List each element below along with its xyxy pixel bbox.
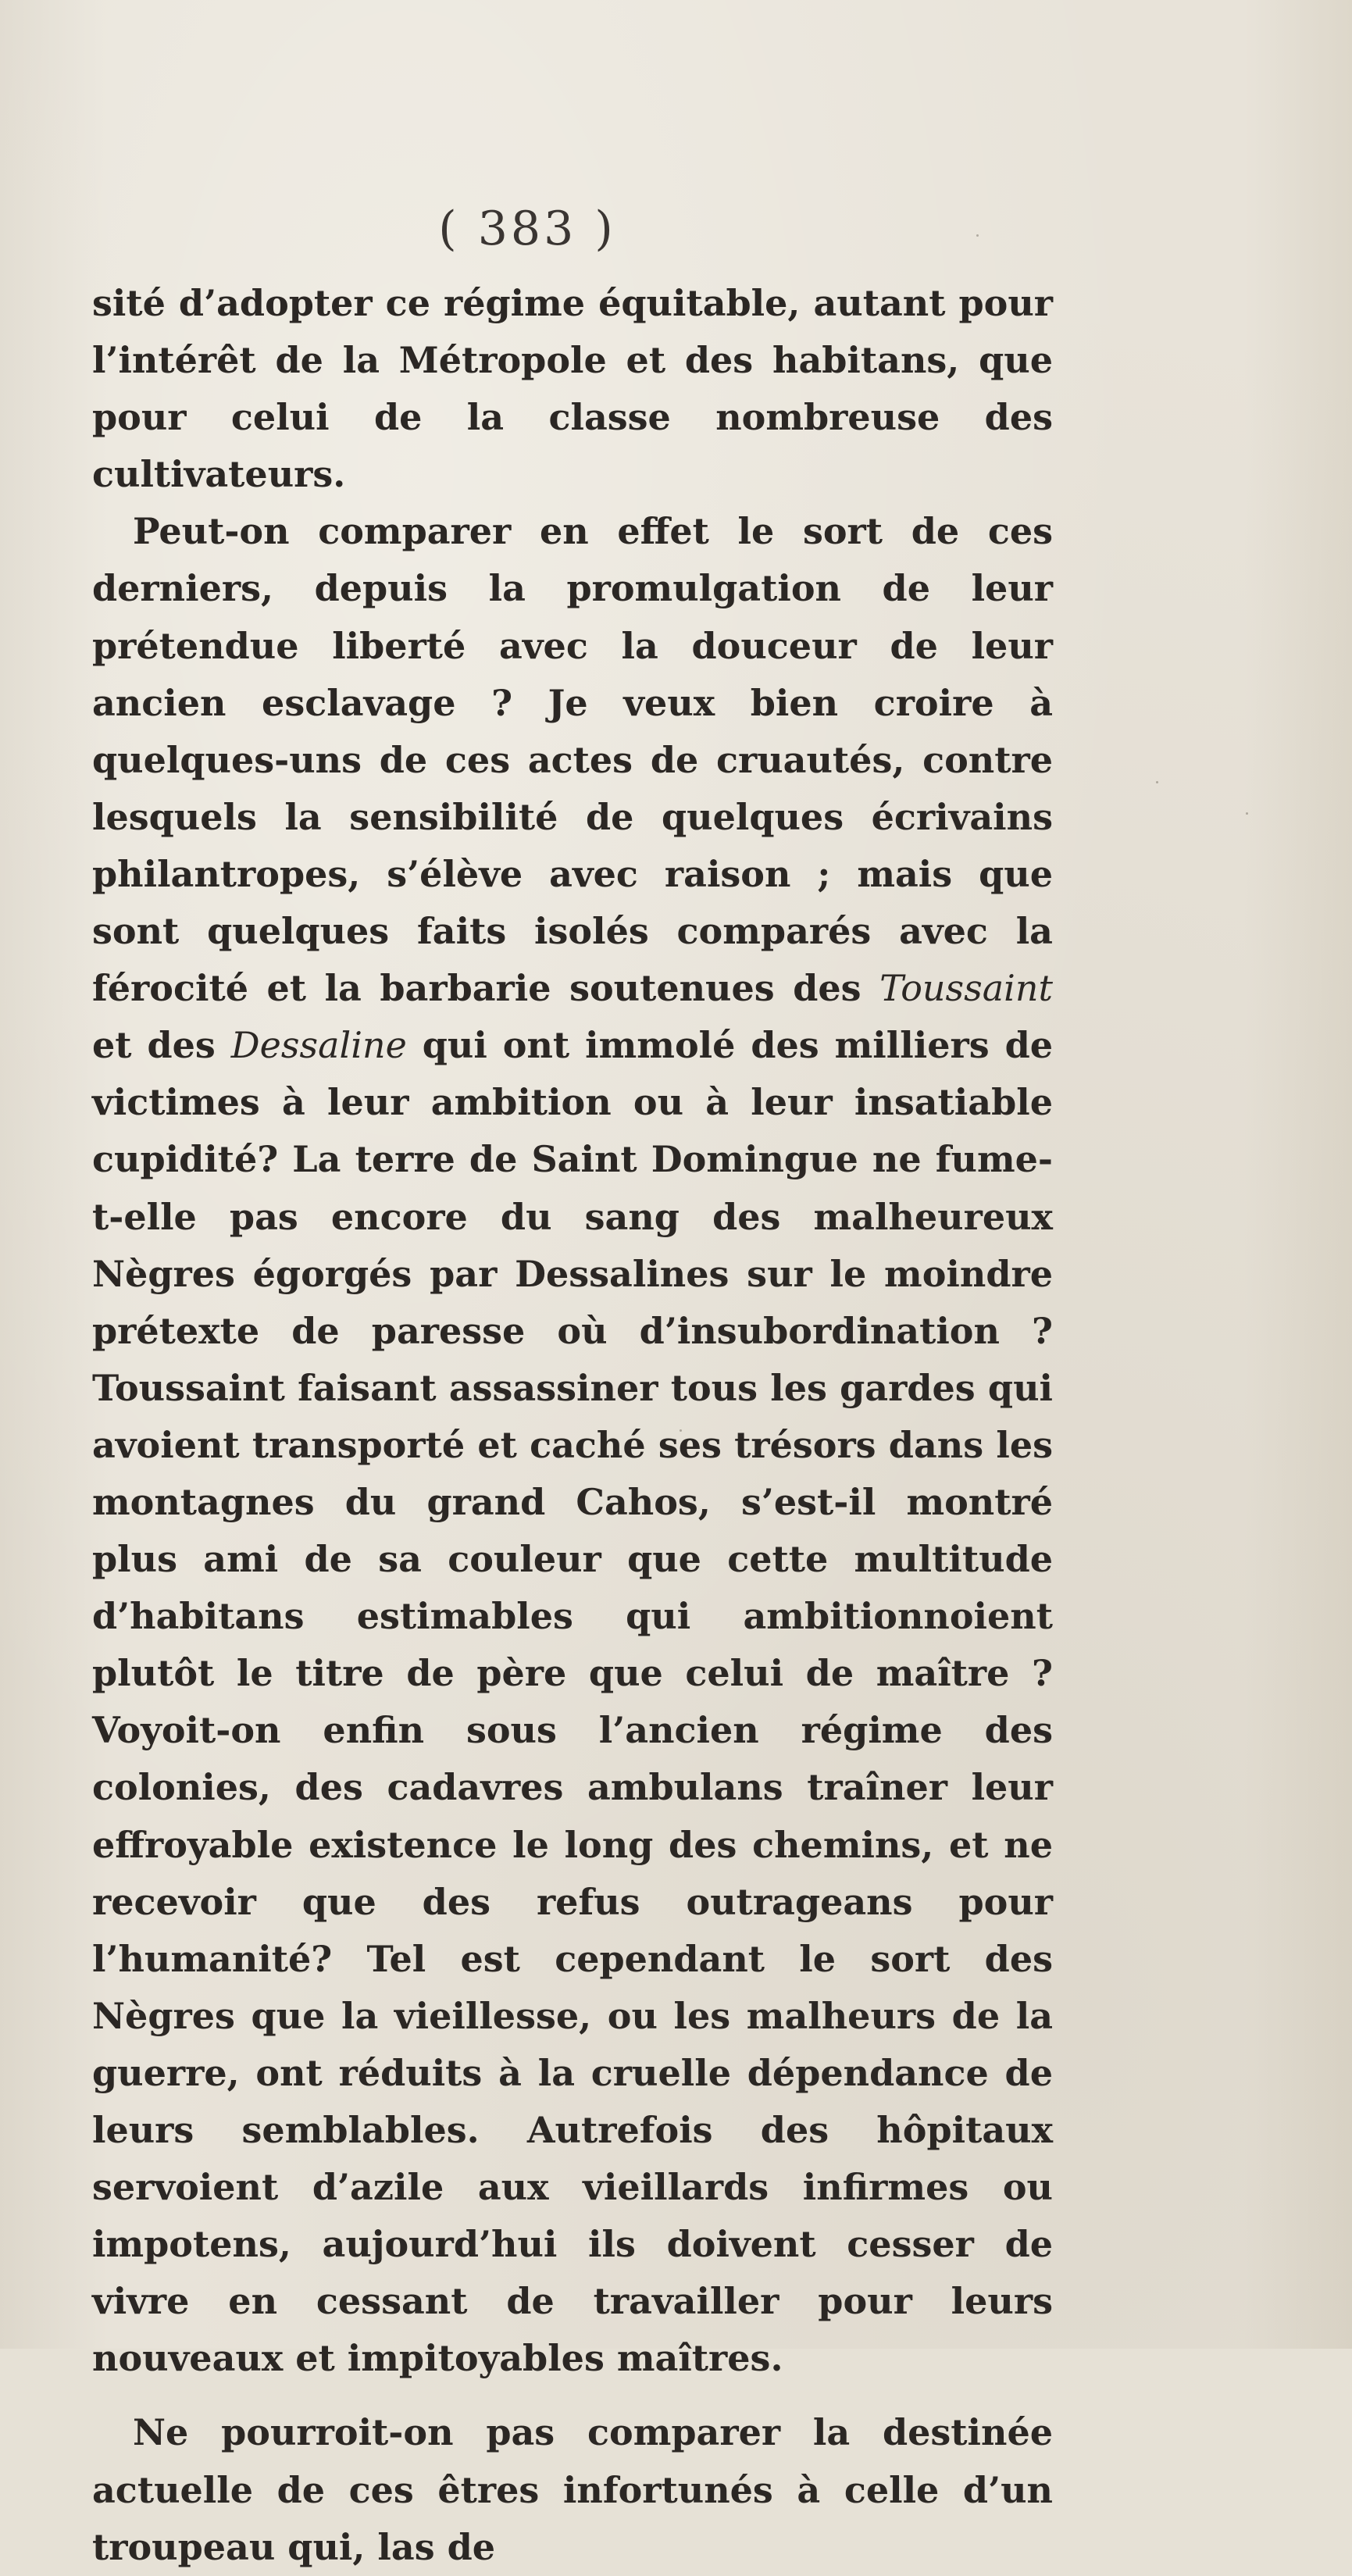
paper-speck — [976, 234, 979, 237]
paragraph-1 — [92, 275, 1053, 503]
paragraph-2-text-b: et des — [92, 1024, 231, 1067]
name-dessaline: Dessaline — [230, 1024, 407, 1067]
body-text — [92, 275, 1053, 2576]
paper-speck — [441, 2125, 444, 2127]
paragraph-2-text-c: qui ont immolé des milliers de victimes à leur ambition ou à leur insatiable cupidité? La terre de Saint Domingue ne fume-t-elle pas encore du sang des malheureux Nègres égorgés par Dessalines sur le moindre prétexte de paresse où d’insubordination ? Toussaint faisant assassiner tous les gardes qui avoient transporté et caché ses trésors dans les montagnes du grand Cahos, s’est-il montré plus ami de sa couleur que cette multitude d’habitans estimables qui ambitionnoient plutôt le titre de père que celui de maître ? Voyoit-on enfin sous l’ancien régime des colonies, des cadavres ambulans traîner leur effroyable existence le long des chemins, et ne recevoir que des refus outrageans pour l’humanité? Tel est cependant le sort des Nègres que la vieillesse, ou les malheurs de la guerre, ont réduits à la cruelle dépendance de leurs semblables. Autrefois des hôpitaux servoient d’azile aux vieillards infirmes ou impotens, aujourd’hui ils doivent cesser de vivre en cessant de travailler pour leurs nouveaux et impitoyables maîtres. — [92, 1024, 1053, 2380]
paragraph-2-text-a: Peut-on comparer en effet le sort de ces derniers, depuis la promulgation de leur prétendue liberté avec la douceur de leur ancien esclavage ? Je veux bien croire à quelques-uns de ces actes de cruautés, contre lesquels la sensibilité de quelques écrivains philantropes, s’élève avec raison ; mais que sont quelques faits isolés comparés avec la férocité et la barbarie soutenues des — [92, 510, 1053, 1010]
page-number: ( 383 ) — [438, 202, 616, 256]
paragraph-3 — [92, 2404, 1053, 2575]
name-toussaint: Toussaint — [879, 967, 1053, 1010]
paper-speck — [680, 1429, 682, 1432]
paragraph-1-text: sité d’adopter ce régime équitable, autant pour l’intérêt de la Métropole et des habitans, que pour celui de la classe nombreuse des cultivateurs. — [92, 282, 1053, 496]
paper-speck — [1246, 812, 1248, 815]
paragraph-3-text: Ne pourroit-on pas comparer la destinée actuelle de ces êtres infortunés à celle d’un troupeau qui, las de — [92, 2411, 1053, 2568]
paper-speck — [1156, 781, 1158, 783]
paragraph-2 — [92, 503, 1053, 2387]
